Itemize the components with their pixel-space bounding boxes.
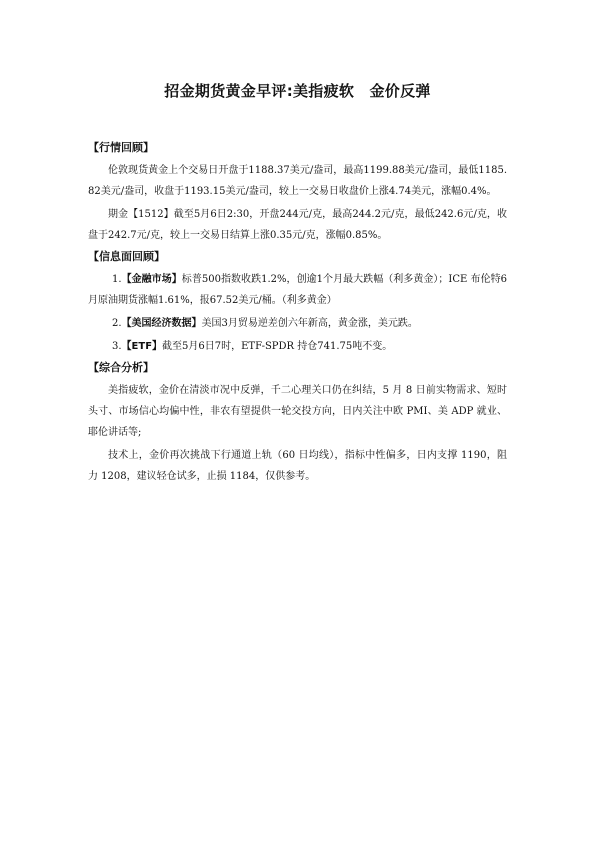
document-title: 招金期货黄金早评:美指疲软 金价反弹 [164, 82, 431, 100]
info-item-text: 标普500指数收跌1.2%，创逾1个月最大跌幅（利多黄金）；ICE 布伦特6月原油期货涨幅1.61%，报67.52美元/桶。（利多黄金） [88, 274, 508, 306]
section-info-review [88, 248, 507, 357]
section-market-review [88, 139, 507, 246]
info-item-number: 3. [112, 341, 122, 352]
info-item-tag: 【金融市场】 [121, 274, 182, 285]
section-heading-market: 【行情回顾】 [88, 141, 154, 154]
section-analysis [88, 359, 507, 487]
info-item [88, 336, 507, 357]
info-item-text: 截至5月6日7时，ETF-SPDR 持仓741.75吨不变。 [162, 341, 393, 352]
info-item [88, 269, 507, 311]
info-item-text: 美国3月贸易逆差创六年新高，黄金涨，美元跌。 [201, 318, 418, 329]
section-heading-info: 【信息面回顾】 [88, 250, 165, 263]
analysis-paragraph-fundamental: 美指疲软，金价在清淡市况中反弹，千二心理关口仍在纠结，5 月 8 日前实物需求、短时头寸、市场信心均偏中性，非农有望提供一轮交投方向，日内关注中欧 PMI、美 ADP 就业、耶伦讲话等; [88, 385, 507, 438]
market-paragraph-futures: 期金【1512】截至5月6日2:30，开盘244元/克，最高244.2元/克，最低242.6元/克，收盘于242.7元/克，较上一交易日结算上涨0.35元/克，涨幅0.85%。 [88, 209, 507, 241]
info-item [88, 313, 507, 334]
info-item-tag: 【ETF】 [121, 341, 163, 352]
section-heading-analysis: 【综合分析】 [88, 361, 154, 374]
info-item-number: 1. [112, 274, 122, 285]
market-paragraph-spot: 伦敦现货黄金上个交易日开盘于1188.37美元/盎司，最高1199.88美元/盎司，最低1185.82美元/盎司，收盘于1193.15美元/盎司，较上一交易日收盘价上涨4.74美元，涨幅0.4%。 [88, 165, 507, 197]
info-item-tag: 【美国经济数据】 [121, 318, 202, 329]
analysis-paragraph-technical: 技术上，金价再次挑战下行通道上轨（60 日均线），指标中性偏多，日内支撑 1190，阻力 1208，建议轻仓试多，止损 1184，仅供参考。 [88, 450, 507, 482]
info-item-number: 2. [112, 318, 122, 329]
